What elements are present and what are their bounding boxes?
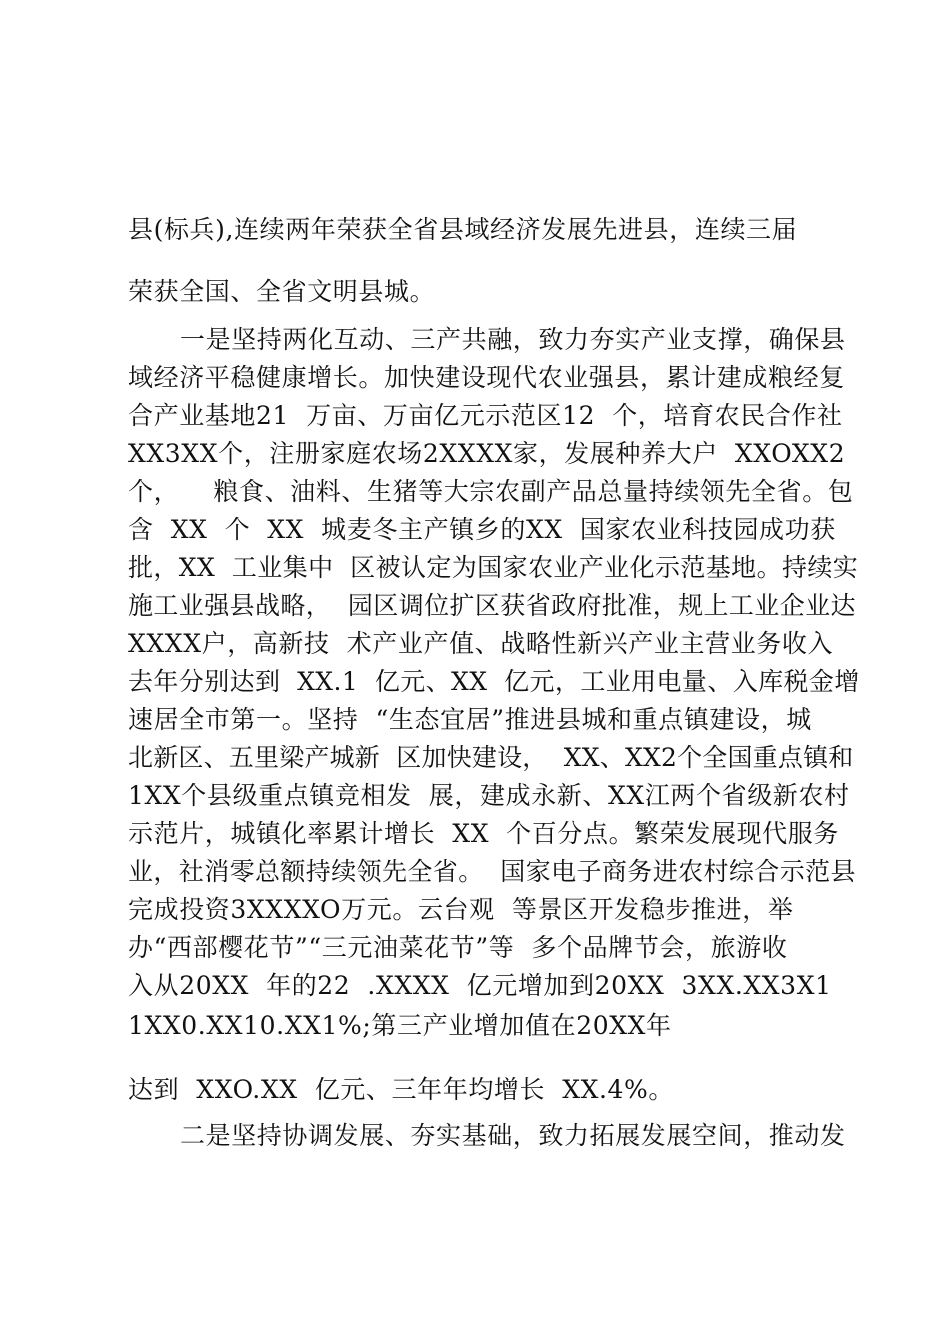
text-line: 合产业基地21 万亩、万亩亿元示范区12 个，培育农民合作社	[128, 401, 843, 430]
paragraph-start-line: 一是坚持两化互动、三产共融，致力夯实产业支撑，确保县	[180, 325, 846, 354]
text-line: 示范片，城镇化率累计增长 XX 个百分点。繁荣发展现代服务	[128, 819, 839, 848]
text-line: XXXX户，高新技 术产业产值、战略性新兴产业主营业务收入	[128, 629, 834, 658]
text-line: 办“西部樱花节”“三元油菜花节”等 多个品牌节会，旅游收	[128, 933, 788, 962]
text-line: 去年分别达到 XX.1 亿元、XX 亿元，工业用电量、入库税金增	[128, 667, 860, 696]
text-line: 速居全市第一。坚持 “生态宜居”推进县城和重点镇建设，城	[128, 705, 812, 734]
text-line: 达到 XXO.XX 亿元、三年年均增长 XX.4%。	[128, 1075, 675, 1104]
text-line: 个， 粮食、油料、生猪等大宗农副产品总量持续领先全省。包	[128, 477, 854, 506]
text-line: 1XX0.XX10.XX1%;第三产业增加值在20XX年	[128, 1011, 672, 1040]
text-line: 北新区、五里梁产城新 区加快建设， XX、XX2个全国重点镇和	[128, 743, 854, 772]
text-line: XX3XX个，注册家庭农场2XXXX家，发展种养大户 XXOXX2	[128, 439, 846, 468]
text-line: 批，XX 工业集中 区被认定为国家农业产业化示范基地。持续实	[128, 553, 859, 582]
text-line: 域经济平稳健康增长。加快建设现代农业强县，累计建成粮经复	[128, 363, 845, 392]
text-line: 县(标兵),连续两年荣获全省县域经济发展先进县，连续三届	[128, 215, 798, 244]
text-line: 1XX个县级重点镇竞相发 展，建成永新、XX江两个省级新农村	[128, 781, 850, 810]
text-line: 施工业强县战略， 园区调位扩区获省政府批准，规上工业企业达	[128, 591, 856, 620]
text-line: 业，社消零总额持续领先全省。 国家电子商务进农村综合示范县	[128, 857, 856, 886]
text-line: 完成投资3XXXXO万元。云台观 等景区开发稳步推进，举	[128, 895, 794, 924]
text-line: 含 XX 个 XX 城麦冬主产镇乡的XX 国家农业科技园成功获	[128, 515, 836, 544]
paragraph-start-line: 二是坚持协调发展、夯实基础，致力拓展发展空间，推动发	[180, 1121, 846, 1150]
text-line: 入从20XX 年的22 .XXXX 亿元增加到20XX 3XX.XX3X1	[128, 971, 832, 1000]
text-line: 荣获全国、全省文明县城。	[128, 277, 436, 306]
